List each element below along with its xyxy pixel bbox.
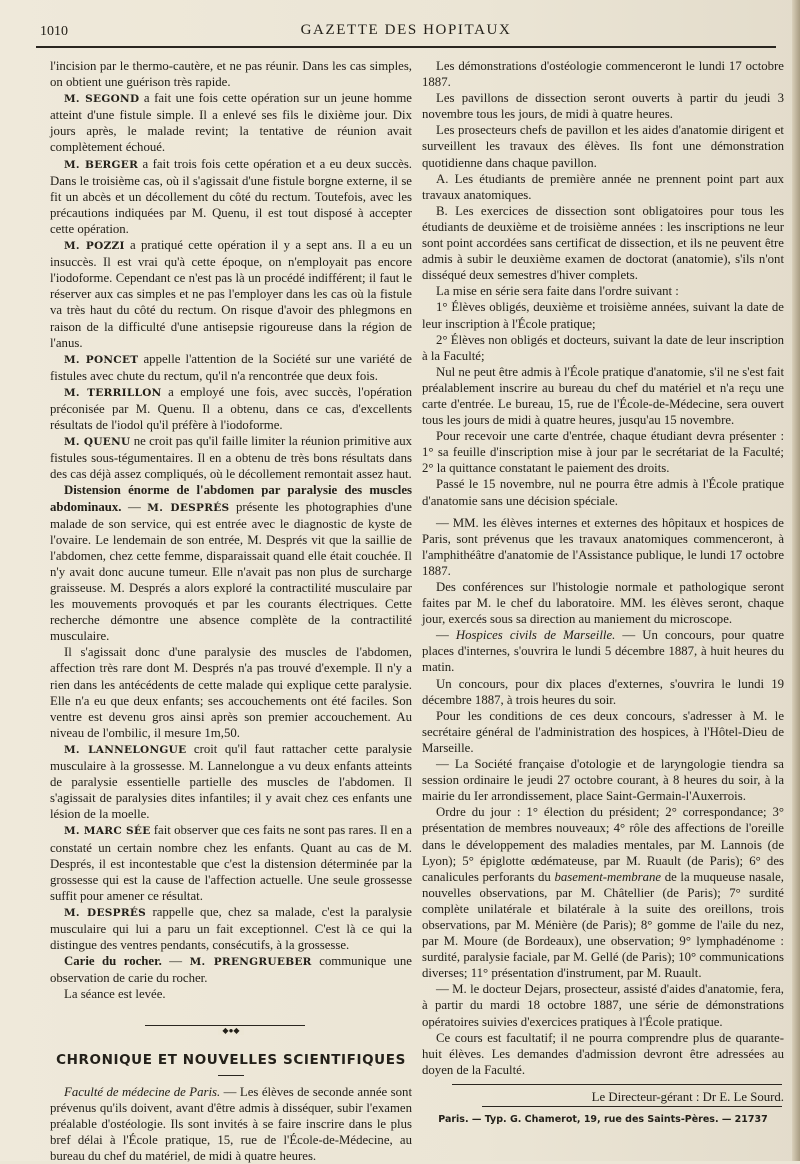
paragraph-text: La mise en série sera faite dans l'ordre suivant : [436, 284, 679, 299]
paragraph-text: rappelle que, chez sa malade, c'est la paralysie musculaire qui lui a paru un fait exceptionnel. C'est là ce qui la distingue des ventres pendants, consécutifs, à la grossesse. [50, 904, 412, 953]
speaker-name: M. QUENU [64, 436, 131, 449]
paragraph [422, 1030, 784, 1078]
paragraph [422, 364, 784, 428]
speaker-name: M. DESPRÉS [64, 906, 147, 919]
paragraph-text: Un concours, pour dix places d'externes, s'ouvrira le lundi 19 décembre 1887, à trois heures du soir. [422, 676, 784, 707]
paragraph-text: ne croit pas qu'il faille limiter la réunion primitive aux fistules sous-tégumentaires. Il en a obtenu de très bons résultats dans des cas déjà assez compliqués, où le décollement remontait assez haut. [50, 434, 412, 482]
paragraph [50, 986, 412, 1002]
dash: — [161, 954, 190, 969]
speaker-name: M. PRENGRUEBER [189, 956, 312, 969]
paragraph [50, 1084, 412, 1164]
paragraph-text: — La Société française d'otologie et de laryngologie tiendra sa session ordinaire le jeudi 27 octobre courant, à 8 heures du soir, à la mairie du Ier arrondissement, place Saint-Germain-l'Auxerrois. [422, 757, 784, 804]
paragraph [422, 981, 784, 1029]
paragraph [422, 203, 784, 283]
paragraph [50, 351, 412, 384]
dash: — [121, 499, 148, 514]
paragraph-text: Les prosecteurs chefs de pavillon et les aides d'anatomie dirigent et surveillent les travaux des élèves. Ils font une démonstration quotidienne dans chaque pavillon. [422, 123, 784, 170]
speaker-name: M. POZZI [64, 240, 125, 253]
right-column [422, 58, 784, 1128]
paragraph-text: — MM. les élèves internes et externes des hôpitaux et hospices de Paris, sont prévenus que les travaux anatomiques commenceront, à l'amphithéâtre d'anatomie de l'Assistance publique, le lundi 17 octobre 1887. [422, 515, 784, 578]
paragraph-text: Pour les conditions de ces deux concours, s'adresser à M. le secrétaire général de l'administration des hospices, à l'Hôtel-Dieu de Marseille. [422, 708, 784, 755]
subject-heading: Carie du rocher. [64, 954, 162, 969]
director-signature: Le Directeur-gérant : Dr E. Le Sourd. [591, 1089, 784, 1104]
paragraph [422, 627, 784, 675]
paragraph [50, 644, 412, 741]
speaker-name: M. BERGER [64, 158, 139, 171]
paragraph-text: Des conférences sur l'histologie normale et pathologique seront faites par M. le chef du laboratoire. MM. les élèves seront, chaque jour, exercés sous sa direction au maniement du microscope. [422, 580, 784, 627]
paragraph [50, 822, 412, 903]
paragraph [422, 171, 784, 203]
paragraph [422, 428, 784, 476]
paragraph-text: a fait une fois cette opération sur un jeune homme atteint d'une fistule simple. Il a enlevé ses fils le dixième jour. Dix jours après, le malade revint; la tentative de réunion avait complètement échoué. [50, 91, 412, 155]
speaker-name: M. MARC SÉE [64, 825, 151, 838]
paragraph-text: — Un concours, pour quatre places d'internes, s'ouvrira le lundi 5 décembre 1887, à huit heures du matin. [422, 628, 785, 675]
paragraph [422, 804, 784, 981]
paragraph-text: Les démonstrations d'ostéologie commenceront le lundi 17 octobre 1887. [422, 59, 784, 90]
short-rule [218, 1075, 244, 1076]
paragraph [50, 90, 412, 155]
speaker-name: M. LANNELONGUE [64, 743, 187, 756]
page-header [36, 20, 776, 46]
paragraph-text: croit qu'il faut rattacher cette paralysie musculaire à la grossesse. M. Lannelongue a vu deux enfants atteints de paralysie essentielle partielle des muscles de l'abdomen. Il s'agissait de paralysies dites infantiles; il y avait chez ces enfants une lésion de la moelle. [50, 741, 412, 822]
paragraph-text: — M. le docteur Dejars, prosecteur, assisté d'aides d'anatomie, fera, à partir du mardi 18 octobre 1887, une série de démonstrations opératoires suivies d'exercices pratiques à l'École pratique. [422, 982, 784, 1029]
paragraph [50, 953, 412, 986]
page-number: 1010 [40, 24, 68, 39]
paragraph [422, 332, 784, 364]
section-ornament [50, 1022, 412, 1036]
paragraph [50, 237, 412, 351]
paragraph-text: 2° Élèves non obligés et docteurs, suivant la date de leur inscription à la Faculté; [422, 332, 784, 363]
left-column [50, 58, 412, 1164]
paragraph [422, 579, 784, 627]
signature-rule [452, 1084, 782, 1085]
paragraph-text: appelle l'attention de la Société sur une variété de fistules avec chute du rectum, qu'il n'a rencontrée que deux fois. [50, 351, 412, 383]
paragraph [422, 756, 784, 804]
paragraph [422, 676, 784, 708]
printer-imprint: Paris. — Typ. G. Chamerot, 19, rue des Saints-Pères. — 21737 [438, 1114, 768, 1125]
subject-heading: Distension énorme de l'abdomen par paralysie des muscles abdominaux. [50, 483, 412, 514]
header-rule [36, 46, 776, 48]
paragraph-text: Il s'agissait donc d'une paralysie des muscles de l'abdomen, affection très rare dont M. Després n'a pas trouvé d'exemple. Il n'y a rien dans les antécédents de cette malade qui explique cette paralysie. Elle n'a eu que deux enfants; ses accouchements ont été faciles. Son ventre est devenu gros ainsi après son premier accouchement. Au niveau de l'ombilic, il mesure 1m,50. [50, 645, 412, 740]
paragraph [422, 58, 784, 90]
paragraph-text: a employé une fois, avec succès, l'opération préconisée par M. Quenu. Il a obtenu, dans ce cas, d'excellents résultats de l'iodol qu'il préfère à l'iodoforme. [50, 384, 412, 433]
paragraph [422, 708, 784, 756]
italic-term: basement-membrane [554, 869, 662, 884]
page-edge [792, 0, 800, 1161]
signature-rule [482, 1106, 782, 1107]
paragraph-text: communique une observation de carie du rocher. [50, 954, 412, 986]
paragraph [422, 299, 784, 331]
paragraph [50, 58, 412, 90]
journal-title: GAZETTE DES HOPITAUX [300, 22, 512, 38]
speaker-name: M. DESPRÉS [147, 501, 230, 514]
paragraph [422, 283, 784, 299]
paragraph-text: — Les élèves de seconde année sont prévenus qu'ils doivent, avant d'être admis à disséquer, subir l'examen préalable d'ostéologie. Ils sont invités à se faire inscrire dans le plus bref délai à l'École pratique, 15, rue de l'École-de-Médecine, au bureau du chef du matériel, de midi à quatre heures. [50, 1084, 412, 1163]
paragraph-text: Pour recevoir une carte d'entrée, chaque étudiant devra présenter : 1° sa feuille d'inscription mise à jour par le secrétariat de la Faculté; 2° la quittance constatant le paiement des droits. [422, 429, 784, 476]
paragraph [50, 156, 412, 237]
paragraph-text: Nul ne peut être admis à l'École pratique d'anatomie, s'il ne s'est fait préalablement inscrire au bureau du chef du matériel et n'a reçu une carte d'entrée. Le bureau, 15, rue de l'École-de-Médecine, sera ouvert tous les jours de midi à quatre heures, jusqu'au 15 novembre. [422, 364, 784, 428]
paragraph-text: Passé le 15 novembre, nul ne pourra être admis à l'École pratique d'anatomie sans une décision spéciale. [422, 477, 784, 508]
paragraph-text: La séance est levée. [64, 987, 166, 1002]
paragraph [422, 90, 784, 122]
paragraph-text: a pratiqué cette opération il y a sept ans. Il a eu un insuccès. Il est vrai qu'à cette époque, on n'employait pas encore l'iodoforme. Cependant ce n'est pas là un procédé indifférent; il faut le réserver aux cas simples et ne pas l'employer dans les cas où la fistule va très haut du côté du rectum. On risque d'avoir des phlegmons en raison de la difficulté d'une antisepsie rigoureuse dans la région de l'anus. [50, 238, 412, 350]
italic-heading: Hospices civils de Marseille. [455, 628, 616, 643]
paragraph [422, 122, 784, 170]
paragraph [422, 476, 784, 508]
paragraph [50, 904, 412, 953]
paragraph-text: A. Les étudiants de première année ne prennent point part aux travaux anatomiques. [422, 171, 784, 202]
paragraph-text: a fait trois fois cette opération et a eu deux succès. Dans le troisième cas, où il s'agissait d'une fistule borgne externe, il se fit un abcès et un décollement du côté du rectum. Toutefois, avec les précautions indiquées par M. Quenu, il est tout disposé à accepter cette opération. [50, 156, 412, 236]
paragraph-text: Ordre du jour : 1° élection du président; 2° correspondance; 3° présentation de membres nouveaux; 4° rôle des affections de l'oreille dans le développement des maladies mentales, par M. Lannois (de Lyon); 5° épiglotte œdémateuse, par M. Ruault (de Paris); 6° des canalicules perforants du [422, 805, 784, 884]
paragraph-text: l'incision par le thermo-cautère, et ne pas réunir. Dans les cas simples, on obtient une guérison très rapide. [50, 59, 412, 90]
paragraph [50, 433, 412, 482]
speaker-name: M. TERRILLON [64, 386, 162, 399]
paragraph [50, 384, 412, 433]
paragraph-text: de la muqueuse nasale, nouvelles observations, par M. Châtellier (de Paris); 7° surdité complète unilatérale et bilatérale à la suite des oreillons, trois observations, par M. Ménière (de Paris); 8° gomme de l'aile du nez, par M. Moure (de Bordeaux), une observation; 9° lymphadénome : surdité, paralysie faciale, par M. Gellé (de Paris); 10° communications diverses; 11° présentation d'instrument, par M. Ruault. [422, 869, 784, 981]
paragraph-text: B. Les exercices de dissection sont obligatoires pour tous les étudiants de deuxième et de troisième années : les inscriptions ne leur sont point accordées sans certificat de dissection, et ils ne peuvent être admis à subir le deuxième examen de doctorat (anatomie), s'ils n'ont disséqué deux semestres d'hiver complets. [422, 203, 784, 283]
paragraph [50, 741, 412, 822]
dash: — [436, 628, 456, 643]
paragraph-text: présente les photographies d'une malade de son service, qui est entrée avec le diagnostic de kyste de l'ovaire. Le lendemain de son entrée, M. Després vit que la saillie de l'abdomen, chez cette femme, disparaissait quand elle était couchée. Il n'y avait donc aucune tumeur. Elle n'avait pas non plus de surcharge graisseuse. M. Després a alors exploré la contractilité musculaire par les mouvements provoqués et par les courants électriques. Cette recherche démontre une absence complète de la contractilité musculaire. [50, 499, 412, 644]
section-title: CHRONIQUE ET NOUVELLES SCIENTIFIQUES [56, 1052, 406, 1069]
ornament-diamond-icon: ◆●◆ [218, 1027, 243, 1035]
speaker-name: M. PONCET [64, 353, 139, 366]
italic-heading: Faculté de médecine de Paris. [64, 1084, 221, 1099]
paragraph-text: 1° Élèves obligés, deuxième et troisième années, suivant la date de leur inscription à l'École pratique; [422, 300, 784, 331]
paragraph [422, 515, 784, 579]
paragraph [50, 482, 412, 644]
paragraph-text: fait observer que ces faits ne sont pas rares. Il en a constaté un certain nombre chez les enfants. Quant au cas de M. Després, il est incontestable que c'est la distension déterminée par la grossesse qui est la cause de l'affection actuelle. Une seule grossesse suffit pour amener ce résultat. [50, 823, 412, 903]
paragraph-text: Les pavillons de dissection seront ouverts à partir du jeudi 3 novembre tous les jours, de midi à quatre heures. [422, 91, 784, 122]
paragraph-text: Ce cours est facultatif; il ne pourra comprendre plus de quarante-huit élèves. Les demandes d'admission devront être adressées au doyen de la Faculté. [422, 1030, 784, 1077]
speaker-name: M. SEGOND [64, 93, 140, 106]
